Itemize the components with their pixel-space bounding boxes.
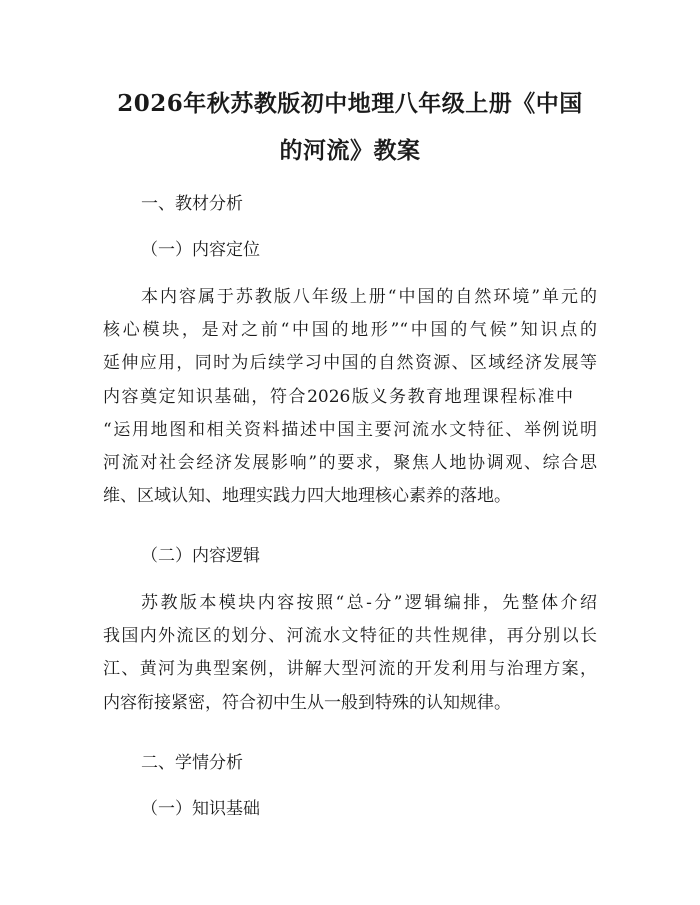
paragraph-1-line: 河流对社会经济发展影响”的要求，聚焦人地协调观、综合思 bbox=[103, 453, 597, 473]
paragraph-1-line: 维、区域认知、地理实践力四大地理核心素养的落地。 bbox=[103, 486, 511, 506]
paragraph-2-line: 我国内外流区的划分、河流水文特征的共性规律，再分别以长 bbox=[103, 626, 597, 646]
paragraph-1-line: 延伸应用，同时为后续学习中国的自然资源、区域经济发展等 bbox=[103, 353, 597, 373]
paragraph-2-line: 江、黄河为典型案例，讲解大型河流的开发利用与治理方案， bbox=[103, 659, 597, 679]
subsection-heading-knowledge-base: （一）知识基础 bbox=[141, 799, 260, 819]
paragraph-1-line: “运用地图和相关资料描述中国主要河流水文特征、举例说明 bbox=[103, 420, 597, 440]
paragraph-1-line: 核心模块，是对之前“中国的地形”“中国的气候”知识点的 bbox=[103, 320, 597, 340]
paragraph-1-line: 本内容属于苏教版八年级上册“中国的自然环境”单元的 bbox=[141, 287, 597, 307]
paragraph-2-line: 内容衔接紧密，符合初中生从一般到特殊的认知规律。 bbox=[103, 693, 511, 713]
paragraph-2-line: 苏教版本模块内容按照“总-分”逻辑编排，先整体介绍 bbox=[141, 593, 597, 613]
section-heading-textbook-analysis: 一、教材分析 bbox=[141, 194, 243, 214]
paragraph-1-line: 内容奠定知识基础，符合2026版义务教育地理课程标准中 bbox=[103, 387, 573, 407]
document-title-line-1: 2026年秋苏教版初中地理八年级上册《中国 bbox=[117, 90, 583, 117]
document-title-line-2: 的河流》教案 bbox=[279, 137, 421, 164]
subsection-heading-content-logic: （二）内容逻辑 bbox=[141, 546, 260, 566]
subsection-heading-content-positioning: （一）内容定位 bbox=[141, 240, 260, 260]
section-heading-learner-analysis: 二、学情分析 bbox=[141, 753, 243, 773]
